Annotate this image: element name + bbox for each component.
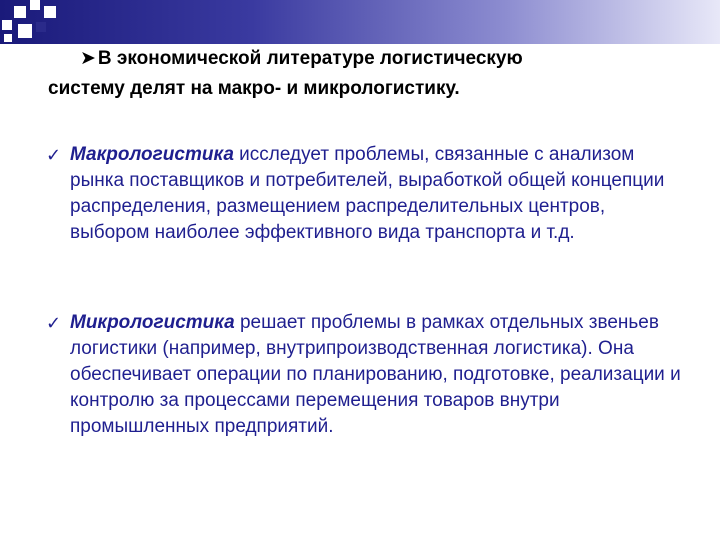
arrow-right-icon: ➤ [80,48,96,69]
bullet-body: исследует проблемы, связанные с анализом рынка поставщиков и потребителей, выработкой общей концепции распределения, размещением распределительных центров, выбором наиболее эффективного вида транспорта и т.д. [70,144,665,243]
bullet-macrologistics [46,142,686,246]
bullet-micrologistics [46,310,686,440]
decorative-square [2,20,12,30]
checkmark-icon: ✓ [46,313,62,333]
bullet-text [70,142,686,246]
decorative-square [14,6,26,18]
bullet-term: Макрологистика [70,144,234,165]
decorative-square [4,34,12,42]
decorative-square [36,22,46,32]
heading-line-1 [48,44,688,74]
decorative-square [44,6,56,18]
bullet-body: решает проблемы в рамках отдельных звеньев логистики (например, внутрипроизводственная логистика). Она обеспечивает операции по планированию, подготовке, реализации и контролю за процессами перемещения товаров внутри промышленных предприятий. [70,312,681,437]
heading-line-1-text: В экономической литературе логистическую [97,48,523,69]
decorative-square [18,24,32,38]
bullet-term: Микрологистика [70,312,235,333]
checkmark-icon: ✓ [46,145,62,165]
slide-heading [48,44,688,104]
bullet-text [70,310,686,440]
header-band [0,0,720,44]
decorative-square [30,0,40,10]
heading-line-2: систему делят на макро- и микрологистику. [48,78,460,99]
